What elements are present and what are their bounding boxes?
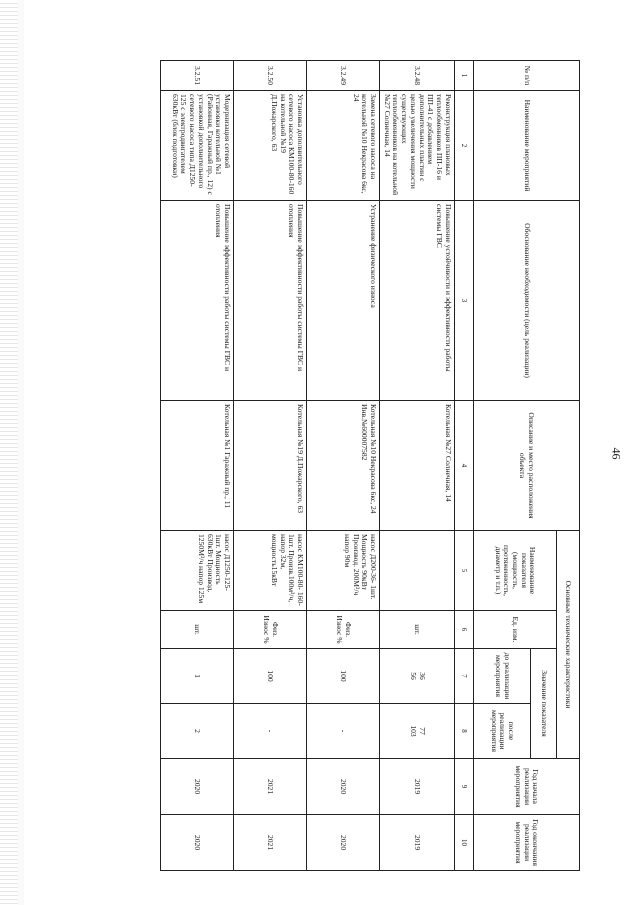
row-no: 3.2.48 — [380, 61, 455, 91]
row-unit: Физ. Износ % — [307, 611, 380, 649]
col-num: 8 — [454, 704, 473, 759]
binding-shadow — [18, 0, 24, 905]
col-num: 1 — [454, 61, 473, 91]
measures-table — [160, 60, 580, 871]
header-value-group: Значение показателя — [531, 649, 556, 759]
col-num: 7 — [454, 649, 473, 704]
row-start: 2021 — [234, 759, 307, 815]
row-unit: шт. — [161, 611, 234, 649]
row-start: 2020 — [161, 759, 234, 815]
rotated-table-container — [160, 60, 580, 870]
col-num: 2 — [454, 91, 473, 201]
col-num: 5 — [454, 531, 473, 611]
header-after: после реализации мероприятия — [473, 704, 531, 759]
page-number: 46 — [609, 447, 624, 460]
header-unit: Ед. изм. — [473, 611, 556, 649]
header-no: № п/п — [473, 61, 579, 91]
row-location: Котельная №1 Гаражный пр., 11 — [161, 401, 234, 531]
header-end-year: Год окончания реализации мероприятия — [473, 815, 579, 871]
col-num: 10 — [454, 815, 473, 871]
row-after: 77 103 — [380, 704, 455, 759]
row-no: 3.2.51 — [161, 61, 234, 91]
header-tech-group: Основные технические характеристики — [556, 531, 579, 759]
table-row — [234, 61, 307, 871]
row-unit: шт. — [380, 611, 455, 649]
col-num: 4 — [454, 401, 473, 531]
header-before: до реализации мероприятия — [473, 649, 531, 704]
table-row — [161, 61, 234, 871]
col-num: 3 — [454, 201, 473, 401]
header-row-1 — [556, 61, 579, 871]
table-row — [380, 61, 455, 871]
row-end: 2020 — [161, 815, 234, 871]
row-name: Модернизация сетевой установки котельной №1 (Районная, Гаражный пр., 12) с установкой дополнительного сетевого насоса типа Д1250-125 с электродвигателем 630кВт (блок подготовки) — [161, 91, 234, 201]
row-before: 36 56 — [380, 649, 455, 704]
table-row — [307, 61, 380, 871]
header-name: Наименование мероприятий — [473, 91, 579, 201]
row-reason: Повышение эффективности работы системы ГВС и отопления — [161, 201, 234, 401]
row-name: Замена сетевого насоса на котельной №10 Некрасова 6кс, 24 — [307, 91, 380, 201]
row-reason: Повышение устойчивости и эффективности работы системы ГВС — [380, 201, 455, 401]
row-name: Реконструкция плановых теплообменников ПП-16 и ПП-41 с добавлением дополнительных пластин с целью увеличения мощности существующих теплообменников на котельной №27 Солнечная, 14 — [380, 91, 455, 201]
binding-edge — [0, 0, 18, 905]
row-after: 2 — [161, 704, 234, 759]
row-unit: Физ. Износ % — [234, 611, 307, 649]
row-no: 3.2.49 — [307, 61, 380, 91]
row-param: насос Д1250-125- 1шт. Мощность 630кВт Производ. 1250М³/ч напор 125м — [161, 531, 234, 611]
row-end: 2020 — [307, 815, 380, 871]
row-param: насос КМ100-80- 160-1шт. Произв.100м³/ч, напор 32м, мощность15кВт — [234, 531, 307, 611]
header-location: Описание и место расположения объекта — [473, 401, 579, 531]
row-location: Котельная №19 Д.Пожарского, 63 — [234, 401, 307, 531]
row-after: - — [307, 704, 380, 759]
row-reason: Устранение физического износа — [307, 201, 380, 401]
row-param — [380, 531, 455, 611]
row-start: 2020 — [307, 759, 380, 815]
row-param: насос Д200-36- 1шт. Мощность 90кВт Производ. 200М³/ч напор 90м — [307, 531, 380, 611]
col-num: 9 — [454, 759, 473, 815]
row-location: Котельная №10 Некрасова 6кс, 24 Инв.№600007582 — [307, 401, 380, 531]
row-end: 2019 — [380, 815, 455, 871]
col-num: 6 — [454, 611, 473, 649]
row-before: 100 — [307, 649, 380, 704]
header-start-year: Год начала реализации мероприятия — [473, 759, 579, 815]
row-location: Котельная №27 Солнечная, 14 — [380, 401, 455, 531]
row-end: 2021 — [234, 815, 307, 871]
header-reason: Обоснование необходимости (цель реализации) — [473, 201, 579, 401]
row-after: - — [234, 704, 307, 759]
row-reason: Повышение эффективности работы системы ГВС и отопления — [234, 201, 307, 401]
column-number-row — [454, 61, 473, 871]
row-before: 100 — [234, 649, 307, 704]
row-start: 2019 — [380, 759, 455, 815]
header-param: Наименование показателя (мощность, протяженность, диаметр и т.п.) — [473, 531, 556, 611]
row-before: 1 — [161, 649, 234, 704]
row-no: 3.2.50 — [234, 61, 307, 91]
row-name: Установка дополнительного сетевого насоса КМ100-80-160 на котельной №19 Д.Пожарского, 63 — [234, 91, 307, 201]
